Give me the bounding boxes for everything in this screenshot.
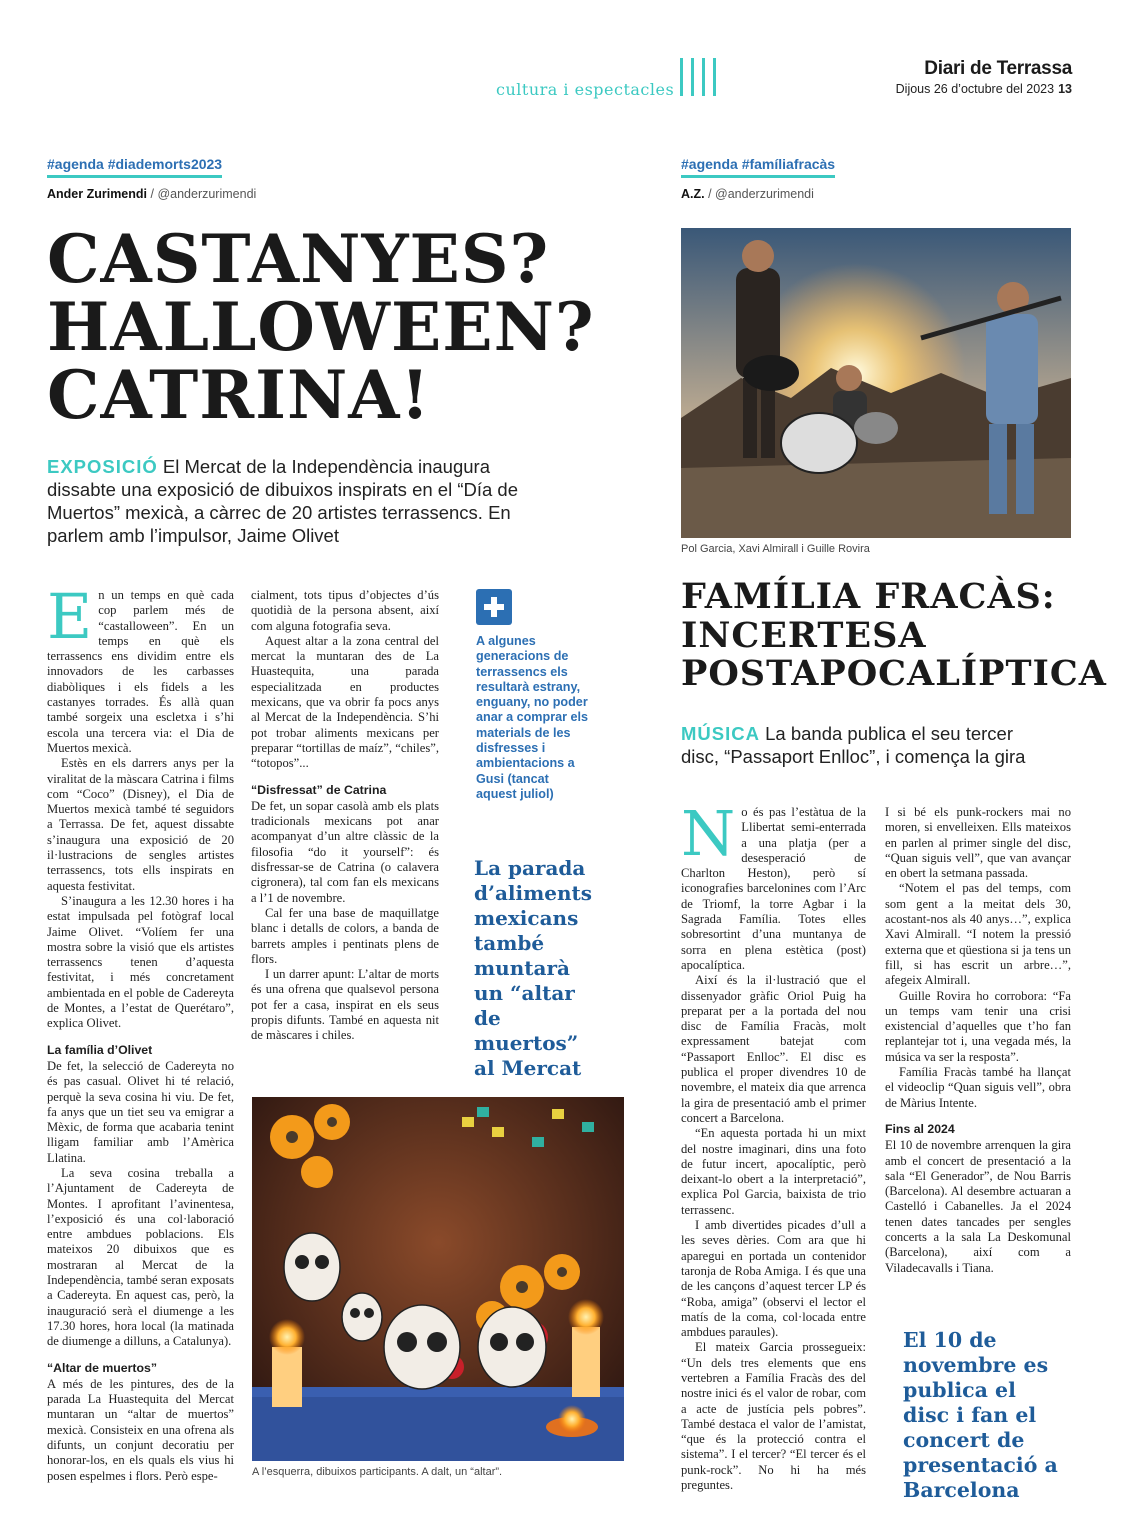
paragraph: I si bé els punk-rockers mai no moren, si envelleixen. Ells mateixos en parlen al primer single del disc, “Quan siguis vell”, que van avançar en obert la setmana passada. [885, 805, 1071, 881]
left-article-tags[interactable]: #agenda #diademorts2023 [47, 156, 222, 178]
left-photo-caption: A l’esquerra, dibuixos participants. A dalt, un “altar”. [252, 1466, 503, 1478]
altar-photo-illustration [252, 1097, 624, 1461]
paragraph: o és pas l’estàtua de la Llibertat semi-enterrada a una platja (per a desesperació de Charlton Heston), però sí iconografies barcelonines com l’Arc de Triomf, la torre Agbar i la Sagrada Família. Totes elles sobresortint d’una muntanya de sorra en plena estètica (post) apocalíptica. [681, 805, 866, 972]
right-article-byline [681, 187, 814, 201]
paragraph: Aquest altar a la zona central del mercat la muntaran des de La Huastequita, una parada especialitzada en productes mexicans, que va obrir fa pocs anys al Mercat de la Independència. S’hi pot trobar aliments mexicans per preparar “tortillas de maíz”, “chiles”, “totopos”... [251, 633, 439, 771]
paragraph: I amb divertides picades d’ull a les seves dèries. Com ara que hi aparegui en portada un contenidor taronja de Roba Amiga. I és que una de les cançons d’aquest tercer LP és “Roba, amiga” (observi el lector el matís de la coma, col·locada entre ambdues paraules). [681, 1218, 866, 1340]
right-deck [681, 722, 1051, 768]
left-pull-quote: La parada d’aliments mexicans també muntarà un “altar de muertos” al Mercat [474, 856, 593, 1080]
headline-line: CASTANYES? [47, 220, 550, 298]
paragraph: Cal fer una base de maquillatge blanc i detalls de colors, a banda de barrets amples i pentinats plens de flors. [251, 905, 439, 966]
author-handle[interactable]: / @anderzurimendi [708, 187, 814, 201]
paragraph: Estès en els darrers anys per la viralitat de la màscara Catrina i films com “Coco” (Disney), el Dia de Muertos mexicà també té seguidors a Terrassa. De fet, aquest dissabte s’inaugura una exposició de 20 il·lustracions de sengles artistes terrassencs, tots ells inspirats en aquesta festivitat. [47, 756, 234, 893]
subhead: “Altar de muertos” [47, 1360, 158, 1375]
deck-text: La banda publica el seu tercer disc, “Passaport Enlloc”, i comença la gira [681, 723, 1026, 767]
paragraph: Així és la il·lustració que el dissenyador gràfic Oriol Puig ha preparat per a la portada del nou disc de Família Fracàs, molt expressament batejat com “Passaport Enlloc”. El disc es publica el proper divendres 10 de novembre, el mateix dia que arrenca la gira de presentació amb el primer concert a Barcelona. [681, 973, 866, 1125]
paragraph: La seva cosina treballa a l’Ajuntament de Cadereyta de Montes. I aprofitant l’avinentesa, l’exposició és una col·laboració entre ambdues poblacions. Els mateixos 20 dibuixos que es mostraran al Mercat de la Independència, també seran exposats a Cadereyta. En aquest cas, però, la inauguració serà el diumenge a les 17.30 hores, hora local (la matinada de diumenge a dilluns, a Catalunya). [47, 1165, 234, 1349]
band-photo [681, 228, 1071, 538]
author-name: A.Z. [681, 187, 705, 201]
left-column-2 [251, 588, 439, 1044]
section-title: cultura i espectacles [496, 80, 675, 99]
headline-line: HALLOWEEN? [47, 287, 595, 366]
subhead: Fins al 2024 [885, 1121, 955, 1136]
deck-kicker: EXPOSICIÓ [47, 456, 158, 477]
right-headline [681, 576, 1107, 694]
headline-line: CATRINA! [47, 355, 431, 434]
headline-line: FAMÍLIA FRACÀS: [681, 576, 1056, 617]
deck-kicker: MÚSICA [681, 723, 760, 744]
left-headline [47, 220, 607, 434]
drop-cap: E [47, 580, 93, 653]
paragraph: A més de les pintures, des de la parada La Huastequita del Mercat muntaran un “altar de muertos” mexicà. Consisteix en una ofrena als difunts, un conjunt decoratiu per honorar-los, en els quals els vius hi posen espelmes i flors. Però espe- [47, 1376, 234, 1483]
right-article-tags[interactable]: #agenda #famíliafracàs [681, 156, 835, 178]
paragraph: “En aquesta portada hi un mixt del nostre imaginari, dins una foto de futur incert, apocalíptic, però deixant-lo obert a la interpretació”, explica Pol Garcia, baixista de trio terrassenc. [681, 1126, 866, 1217]
headline-line: POSTAPOCALÍPTICA [681, 653, 1107, 694]
deck-text: El Mercat de la Independència inaugura dissabte una exposició de dibuixos inspirats en el “Día de Muertos” mexicà, a càrrec de 20 artistes terrassencs. En parlem amb l’impulsor, Jaime Olivet [47, 456, 519, 546]
issue-date: Dijous 26 d’octubre del 2023 [895, 82, 1055, 96]
paragraph: I un darrer apunt: L’altar de morts és una ofrena que qualsevol persona pot fer a casa, inspirat en els seus propis difunts. També en aquesta nit de màscares i chiles. [251, 967, 439, 1043]
dateline [896, 82, 1072, 96]
right-photo-caption: Pol Garcia, Xavi Almirall i Guille Rovira [681, 543, 870, 555]
subhead: “Disfressat” de Catrina [251, 782, 387, 797]
paragraph: “Notem el pas del temps, com som gent a la meitat dels 30, acostant-nos als 40 anys…”, explica Xavi Almirall. “I notem la pressió externa que et qüestiona si ja tens un fill, si has escrit un arbre…”, afegeix Almirall. [885, 881, 1071, 988]
paragraph: n un temps en què cada cop parlem més de “castalloween”. En un temps en què els terrassencs ens dividim entre els innovadors de les carbasses diabòliques i els fidels a les castanyes torrades. És allà quan també sorgeix una escletxa i s’hi escola una tercera via: el Dia de Muertos mexicà. [47, 588, 234, 755]
drop-cap: N [681, 797, 736, 870]
author-handle[interactable]: / @anderzurimendi [150, 187, 257, 201]
newspaper-logo[interactable]: Diari de Terrassa [924, 58, 1072, 79]
author-name: Ander Zurimendi [47, 187, 148, 201]
headline-line: INCERTESA [681, 614, 927, 656]
right-column-1 [681, 797, 866, 1493]
left-sidenote: A algunes generacions de terrassencs els resultarà estrany, enguany, no poder anar a comprar els materials de les disfresses i ambientacions a Gusi (tancat aquest juliol) [476, 634, 589, 801]
paragraph: Guille Rovira ho corrobora: “Fa un temps vam tenir una crisi existencial d’aquelles que t’ho fan replantejar tot i, una vegada més, la música va ser la resposta”. [885, 988, 1071, 1064]
band-photo-illustration [681, 228, 1071, 538]
left-column-1 [47, 580, 234, 1484]
altar-photo [252, 1097, 624, 1461]
paragraph: De fet, la selecció de Cadereyta no és pas casual. Olivet hi té relació, perquè la seva cosina hi viu. De fet, fa anys que un tiet seu va emigrar a Mèxic, de forma que acabaria tenint lligam familiar amb l’Amèrica Llatina. [47, 1058, 234, 1165]
paragraph: Família Fracàs també ha llançat el videoclip “Quan siguis vell”, obra de Màrius Intente. [885, 1065, 1071, 1110]
subhead: La família d’Olivet [47, 1042, 153, 1057]
section-bars-ornament [680, 58, 720, 96]
paragraph: El 10 de novembre arrenquen la gira amb el concert de presentació a la sala “El Generador”, de Nou Barris (Barcelona). Al desembre actuaran a Castelló i Cabanelles. Ja el 2024 tenen dates tancades per sengles concerts a la sala La Deskomunal (Barcelona), així com a Viladecavalls i Tiana. [885, 1138, 1071, 1275]
right-pull-quote: El 10 de novembre es publica el disc i fan el concert de presentació a Barcelona [903, 1328, 1058, 1502]
page-number: 13 [1058, 82, 1072, 96]
paragraph: S’inaugura a les 12.30 hores i ha estat impulsada pel fotògraf local Jaime Olivet. “Volíem fer una mostra sobre la visió que els artistes terrassencs tenen d’aquesta festivitat, i més concretament ambientada en el poble de Cadereyta de Montes, a l’estat de Querétaro”, explica Olivet. [47, 893, 234, 1031]
right-column-2 [885, 805, 1071, 1276]
paragraph: cialment, tots tipus d’objectes d’ús quotidià de la persona absent, així com alguna fotografia seva. [251, 588, 439, 633]
left-deck [47, 455, 527, 547]
plus-icon [476, 589, 512, 625]
paragraph: El mateix Garcia prossegueix: “Un dels tres elements que ens vertebren a Família Fracàs des del nostre inici és el valor de robar, com a acte de justícia pels pobres”. També destaca el valor de l’amistat, “que és la protecció contra el sistema”. I el tercer? “El tercer és el punk-rock”. No hi ha més preguntes. [681, 1340, 866, 1493]
paragraph: De fet, un sopar casolà amb els plats tradicionals mexicans pot anar acompanyat d’un altre clàssic de la filosofia “do it yourself”: és disfressar-se de Catrina (o calavera cigronera), tal com fan els mexicans a l’1 de novembre. [251, 798, 439, 905]
left-article-byline [47, 187, 256, 201]
